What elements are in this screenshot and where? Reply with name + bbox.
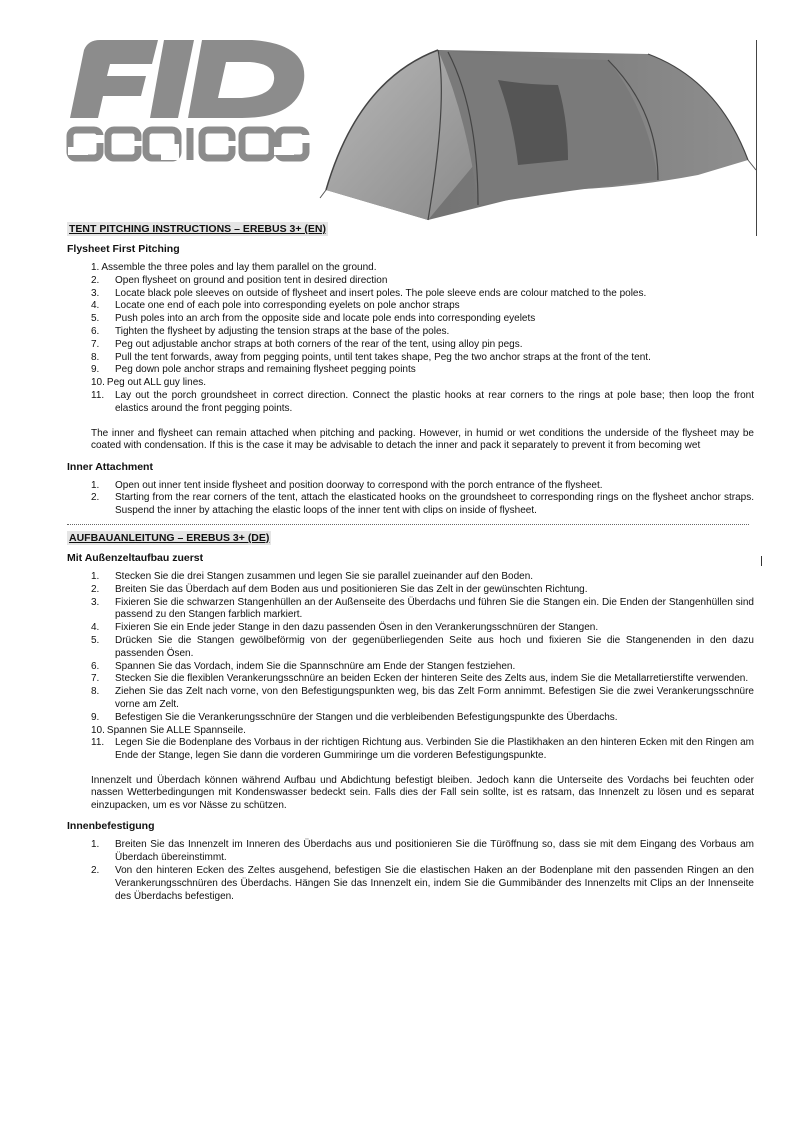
de-condensation-note: Innenzelt und Überdach können während Aufbau und Abdichtung befestigt bleiben. Jedoch kann die Unterseite des Vordachs bei feuchten oder nassen Wetterbedingungen mit Kondenswasser bedeckt sein. Falls dies der Fall sein sollte, ist es ratsam, das Innenzelt zu lösen und es separat einzupacken, um es vor Nässe zu schützen.	[91, 774, 754, 811]
de-inner-attachment-heading: Innenbefestigung	[67, 820, 155, 833]
logo-d-shape	[188, 40, 304, 118]
en-section-title: TENT PITCHING INSTRUCTIONS – EREBUS 3+ (EN)	[69, 223, 326, 235]
en-inner-steps	[67, 480, 754, 518]
list-item: 4. Fixieren Sie ein Ende jeder Stange in den dazu passenden Ösen in den Verankerungsschnüren der Stangen.	[91, 622, 599, 634]
list-item: 9. Peg down pole anchor straps and remaining flysheet pegging points	[91, 364, 416, 376]
list-item: 1. Assemble the three poles and lay them parallel on the ground.	[91, 262, 377, 273]
de-inner-steps	[67, 839, 754, 903]
list-item: 2. Open flysheet on ground and position tent in desired direction	[91, 274, 388, 286]
list-item: 11. Legen Sie die Bodenplane des Vorbaus in der richtigen Richtung aus. Verbinden Sie die Plastikhaken an den hinteren Ecken mit den Ringen am Ende der Stange, legen Sie dann die vorderen Gummiringe um die vorderen Befestigungspunkte.	[91, 737, 754, 762]
de-pitching-steps	[67, 571, 754, 763]
de-section-title: AUFBAUANLEITUNG – EREBUS 3+ (DE)	[69, 531, 270, 544]
list-item: 2. Breiten Sie das Überdach auf dem Boden aus und positionieren Sie das Zelt in der gewünschten Richtung.	[91, 583, 588, 595]
list-item: 7. Stecken Sie die flexiblen Verankerungsschnüre an beiden Ecken der hinteren Seite des Zelts aus, indem Sie die Metallarretierstifte verwenden.	[91, 673, 749, 685]
right-edge-mark	[761, 556, 762, 566]
list-item: 1. Open out inner tent inside flysheet and position doorway to correspond with the porch entrance of the flysheet.	[91, 479, 603, 491]
list-item: 4. Locate one end of each pole into corresponding eyelets on pole anchor straps	[91, 300, 460, 312]
logo-1-shape	[150, 40, 194, 118]
list-item: 6. Tighten the flysheet by adjusting the tension straps at the base of the poles.	[91, 325, 450, 337]
list-item: 10. Peg out ALL guy lines.	[91, 377, 207, 389]
list-item: 5. Drücken Sie die Stangen gewölbeförmig von der gegenüberliegenden Seite aus hoch und fixieren Sie die Stangenenden in den dazu passenden Ösen.	[91, 634, 754, 659]
list-item: 5. Push poles into an arch from the opposite side and locate pole ends into corresponding eyelets	[91, 313, 536, 325]
en-flysheet-first-heading: Flysheet First Pitching	[67, 243, 180, 255]
list-item: 2. Starting from the rear corners of the tent, attach the elasticated hooks on the groundsheet to corresponding rings on the flysheet anchor straps. Suspend the inner by attaching the elastic loops of the inner tent with clips on inside of flysheet.	[91, 492, 754, 517]
de-flysheet-first-heading: Mit Außenzeltaufbau zuerst	[67, 551, 204, 564]
section-divider	[67, 524, 749, 525]
list-item: 9. Befestigen Sie die Verankerungsschnüre der Stangen und die verbleibenden Befestigungspunkte des Überdachs.	[91, 711, 618, 723]
tent-photo	[318, 40, 764, 236]
list-item: 3. Fixieren Sie die schwarzen Stangenhüllen an der Außenseite des Überdachs und führen Sie die Stangen ein. Die Enden der Stangenhüllen sind passend zu den Stangen farblich markiert.	[91, 596, 754, 621]
f10-series-logo	[66, 40, 310, 162]
en-pitching-steps	[67, 262, 754, 416]
logo-f-shape	[70, 40, 158, 118]
list-item: 8. Ziehen Sie das Zelt nach vorne, von den Befestigungspunkten weg, bis das Zelt Form annimmt. Befestigen Sie die zwei Verankerungsschnüre vorne am Zelt.	[91, 686, 754, 710]
list-item: 6. Spannen Sie das Vordach, indem Sie die Spannschnüre am Ende der Stangen festziehen.	[91, 660, 516, 672]
list-item: 3. Locate black pole sleeves on outside of flysheet and insert poles. The pole sleeve ends are colour matched to the poles.	[91, 287, 647, 299]
logo-series-text	[70, 128, 306, 160]
en-inner-attachment-heading: Inner Attachment	[67, 460, 153, 473]
list-item: 2. Von den hinteren Ecken des Zeltes ausgehend, befestigen Sie die elastischen Haken an der Bodenplane mit den passenden Ringen an den Verankerungsschnüren des Überdachs. Hängen Sie das Innenzelt ein, indem Sie die Gummibänder des Innenzelts mit Clips an der Innenseite des Überdachs befestigen.	[91, 865, 754, 902]
list-item: 8. Pull the tent forwards, away from pegging points, until tent takes shape, Peg the two anchor straps at the front of the tent.	[91, 351, 651, 363]
list-item: 7. Peg out adjustable anchor straps at both corners of the rear of the tent, using alloy pin pegs.	[91, 338, 523, 350]
list-item: 10. Spannen Sie ALLE Spannseile.	[91, 724, 246, 736]
list-item: 1. Stecken Sie die drei Stangen zusammen und legen Sie sie parallel zueinander auf den Boden.	[91, 570, 534, 582]
list-item: 1. Breiten Sie das Innenzelt im Inneren des Überdachs aus und positionieren Sie die Türöffnung so, dass sie mit dem Eingang des Vorbaus am Überdach übereinstimmt.	[91, 839, 754, 864]
en-condensation-note: The inner and flysheet can remain attached when pitching and packing. However, in humid or wet conditions the underside of the flysheet may be coated with condensation. If this is the case it may be advisable to detach the inner and pack it separately to prevent it from becoming wet	[91, 427, 754, 452]
list-item: 11. Lay out the porch groundsheet in correct direction. Connect the plastic hooks at rear corners to the rings at pole base; then loop the front elastics around the front pegging points.	[91, 389, 754, 414]
